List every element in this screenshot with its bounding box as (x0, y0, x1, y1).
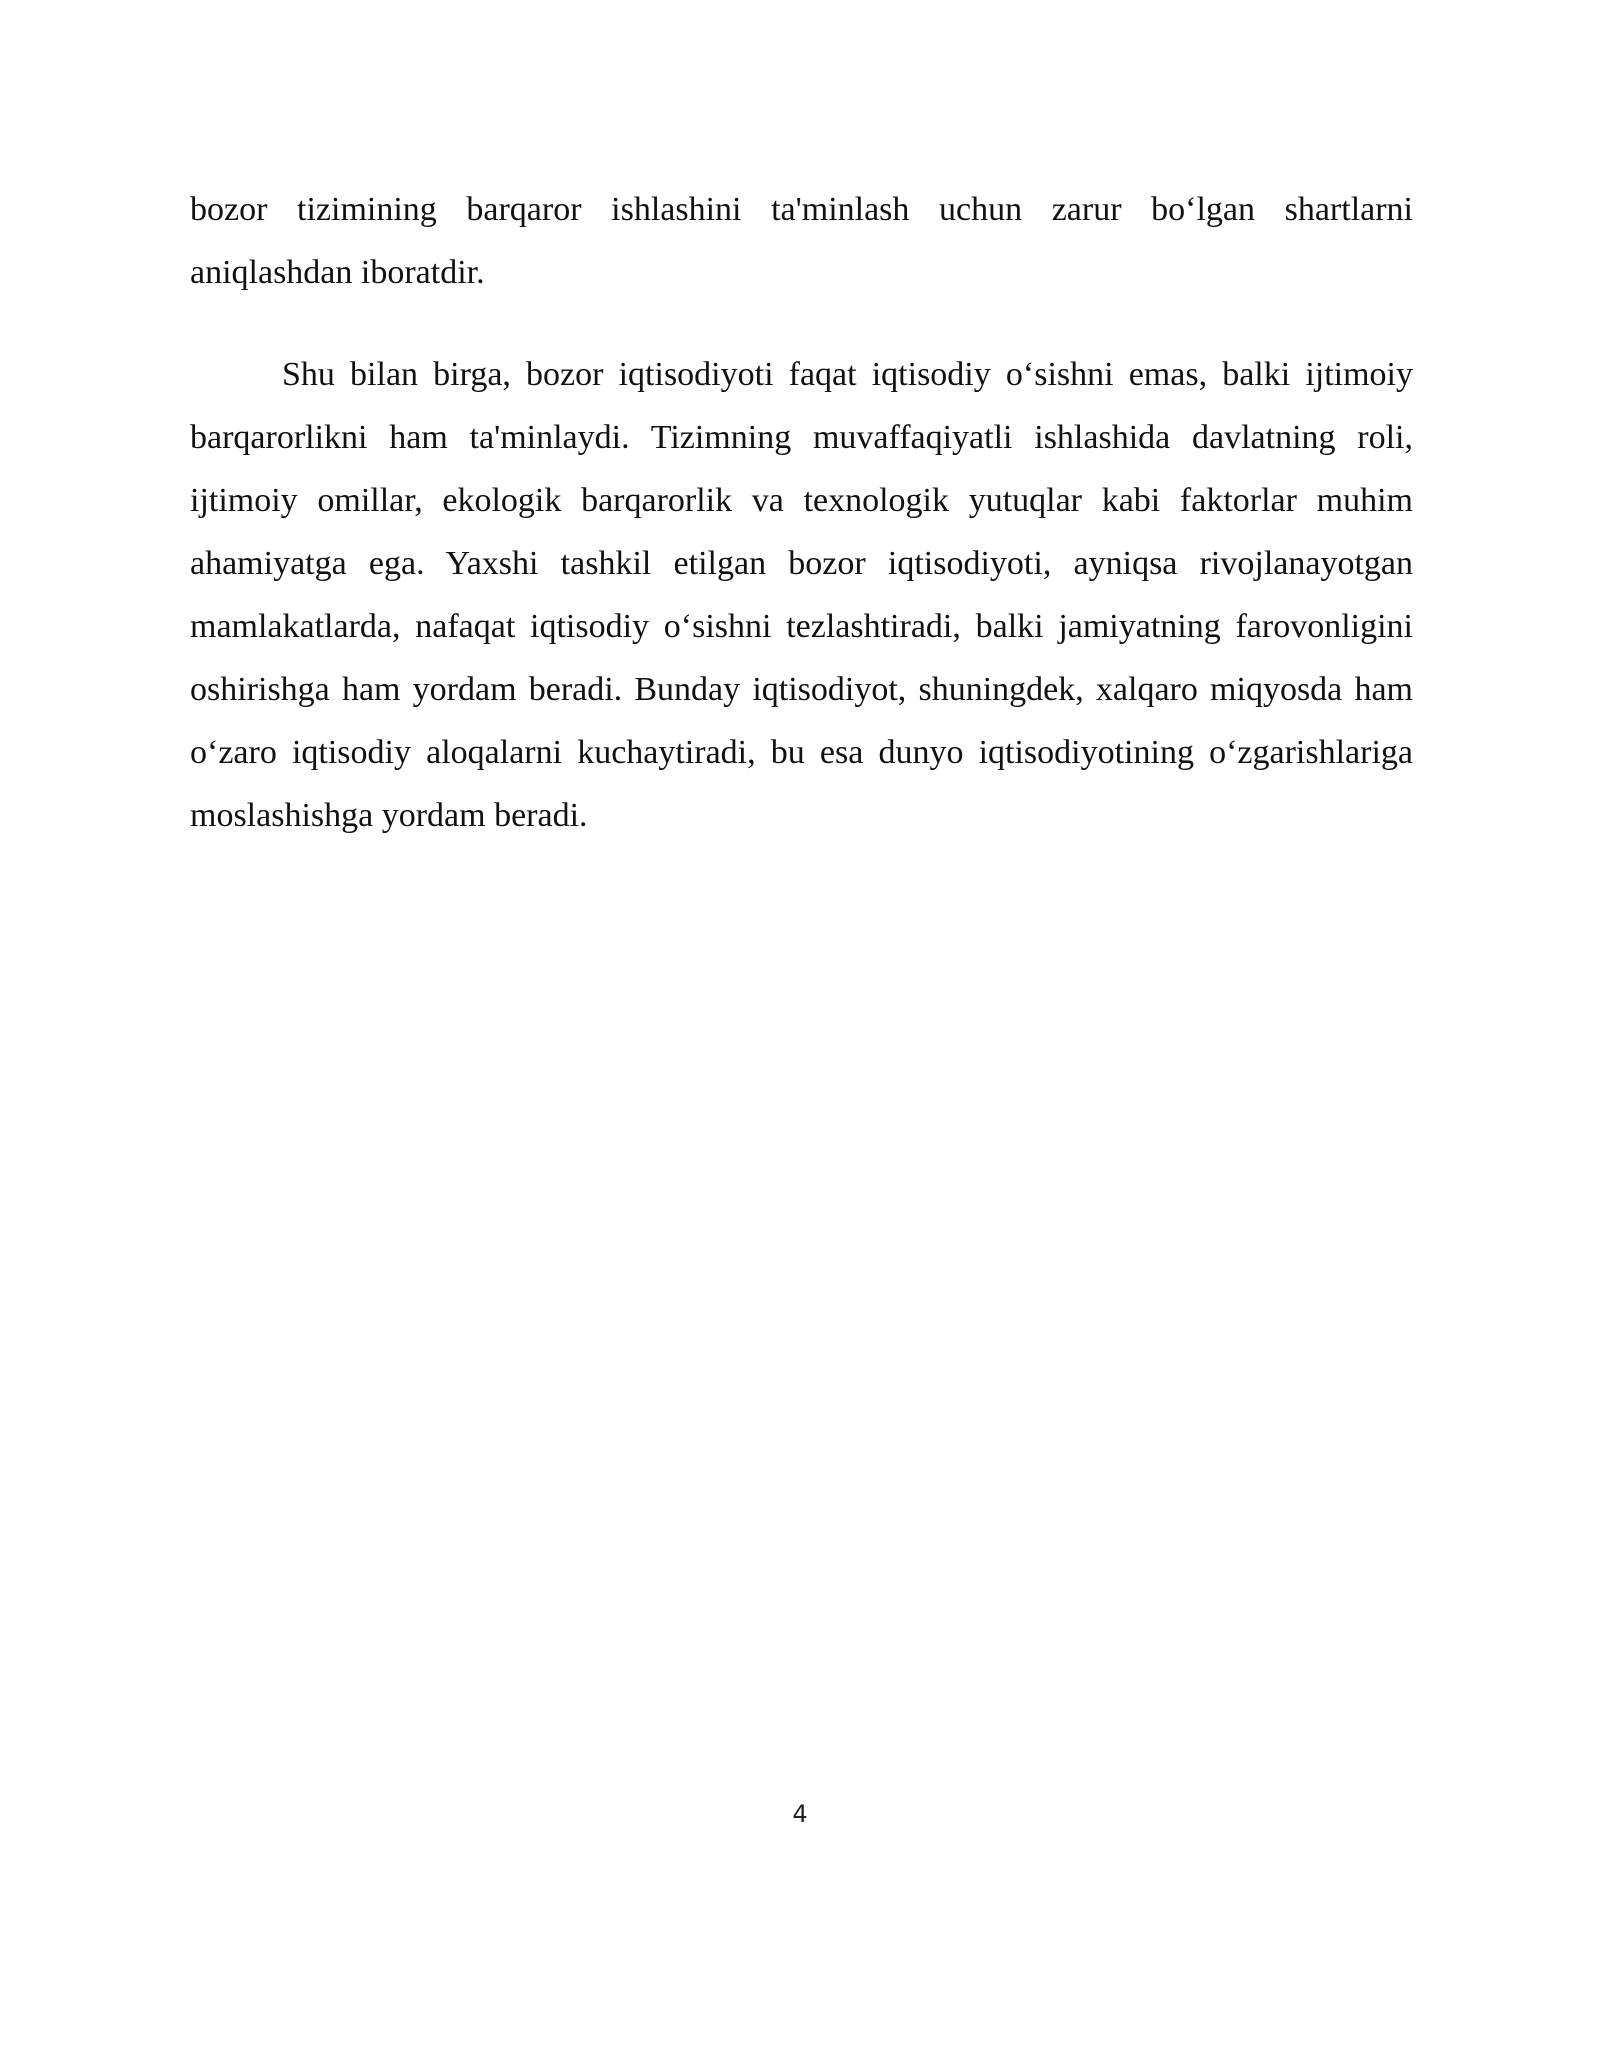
page-number: 4 (792, 1800, 808, 1828)
paragraph-main: Shu bilan birga, bozor iqtisodiyoti faqat iqtisodiy o‘sishni emas, balki ijtimoiy barqarorlikni ham ta'minlaydi. Tizimning muvaffaqiyatli ishlashida davlatning roli, ijtimoiy omillar, ekologik barqarorlik va texnologik yutuqlar kabi faktorlar muhim ahamiyatga ega. Yaxshi tashkil etilgan bozor iqtisodiyoti, ayniqsa rivojlanayotgan mamlakatlarda, nafaqat iqtisodiy o‘sishni tezlashtiradi, balki jamiyatning farovonligini oshirishga ham yordam beradi. Bunday iqtisodiyot, shuningdek, xalqaro miqyosda ham o‘zaro iqtisodiy aloqalarni kuchaytiradi, bu esa dunyo iqtisodiyotining o‘zgarishlariga moslashishga yordam beradi. (190, 356, 1413, 834)
paragraph-continuation: bozor tizimining barqaror ishlashini ta'minlash uchun zarur bo‘lgan shartlarni aniqlashdan iboratdir. (190, 191, 1413, 291)
